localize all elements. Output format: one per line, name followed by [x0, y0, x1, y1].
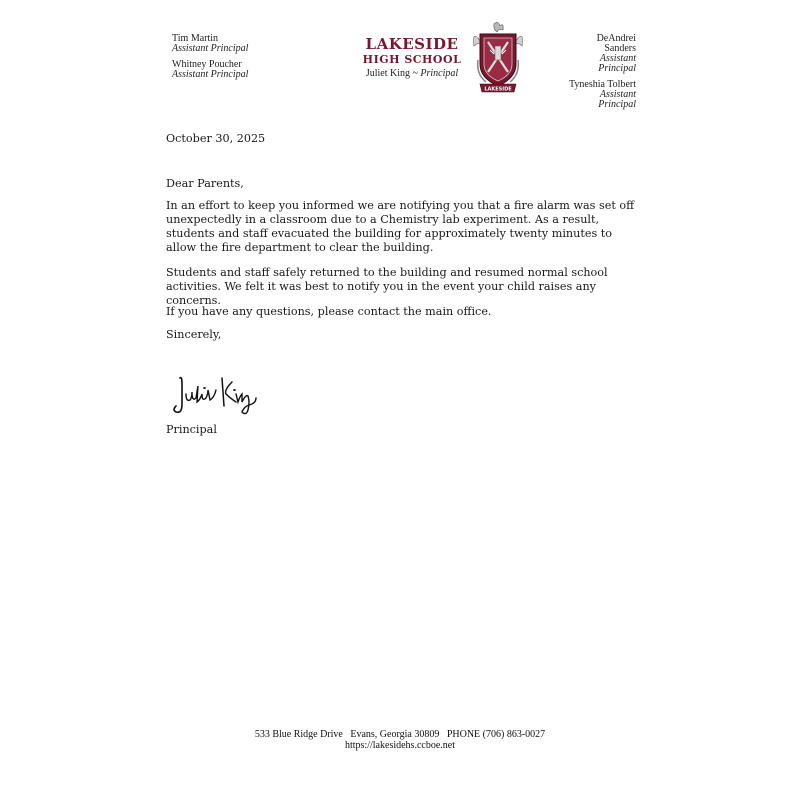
signoff-title: Principal	[166, 423, 217, 436]
letter-footer	[0, 729, 800, 751]
staff-role: Assistant Principal	[172, 43, 249, 54]
school-name-line2: HIGH SCHOOL	[362, 53, 462, 66]
principal-title: Principal	[420, 68, 459, 79]
letter-salutation: Dear Parents,	[166, 177, 244, 190]
letter-date: October 30, 2025	[166, 132, 266, 145]
principal-separator: ~	[409, 68, 421, 79]
staff-role: Assistant Principal	[172, 69, 249, 80]
staff-name: Whitney Poucher	[172, 59, 242, 70]
letter-closing: Sincerely,	[166, 328, 222, 341]
staff-role: Assistant Principal	[598, 53, 636, 74]
school-name-line1: LAKESIDE	[365, 35, 459, 53]
staff-role: Assistant Principal	[598, 89, 636, 110]
staff-name: Tyneshia Tolbert	[568, 79, 636, 90]
letter-paragraph-1: In an effort to keep you informed we are notifying you that a fire alarm was set off unexpectedly in a classroom due to a Chemistry lab experiment. As a result, students and staff evacuated the building for approximately twenty minutes to allow the fire department to clear the building.	[166, 199, 635, 254]
handwritten-signature	[170, 372, 262, 418]
staff-name: Tim Martin	[172, 33, 219, 44]
footer-website: https://lakesidehs.ccboe.net	[345, 740, 455, 751]
footer-address: 533 Blue Ridge Drive Evans, Georgia 30809 PHONE (706) 863-0027	[254, 729, 546, 740]
letter-paragraph-3: If you have any questions, please contact the main office.	[166, 305, 492, 318]
school-crest-logo	[470, 20, 526, 98]
letter-paragraph-2: Students and staff safely returned to the building and resumed normal school activities. We felt it was best to notify you in the event your child raises any concerns.	[166, 266, 608, 307]
principal-line	[352, 67, 472, 80]
left-staff-list	[172, 34, 248, 80]
crest-banner-text: LAKESIDE	[484, 86, 512, 93]
right-staff-list	[565, 34, 636, 110]
principal-name: Juliet King	[365, 68, 410, 79]
school-letterhead	[352, 36, 472, 80]
staff-name: DeAndrei Sanders	[596, 33, 636, 54]
